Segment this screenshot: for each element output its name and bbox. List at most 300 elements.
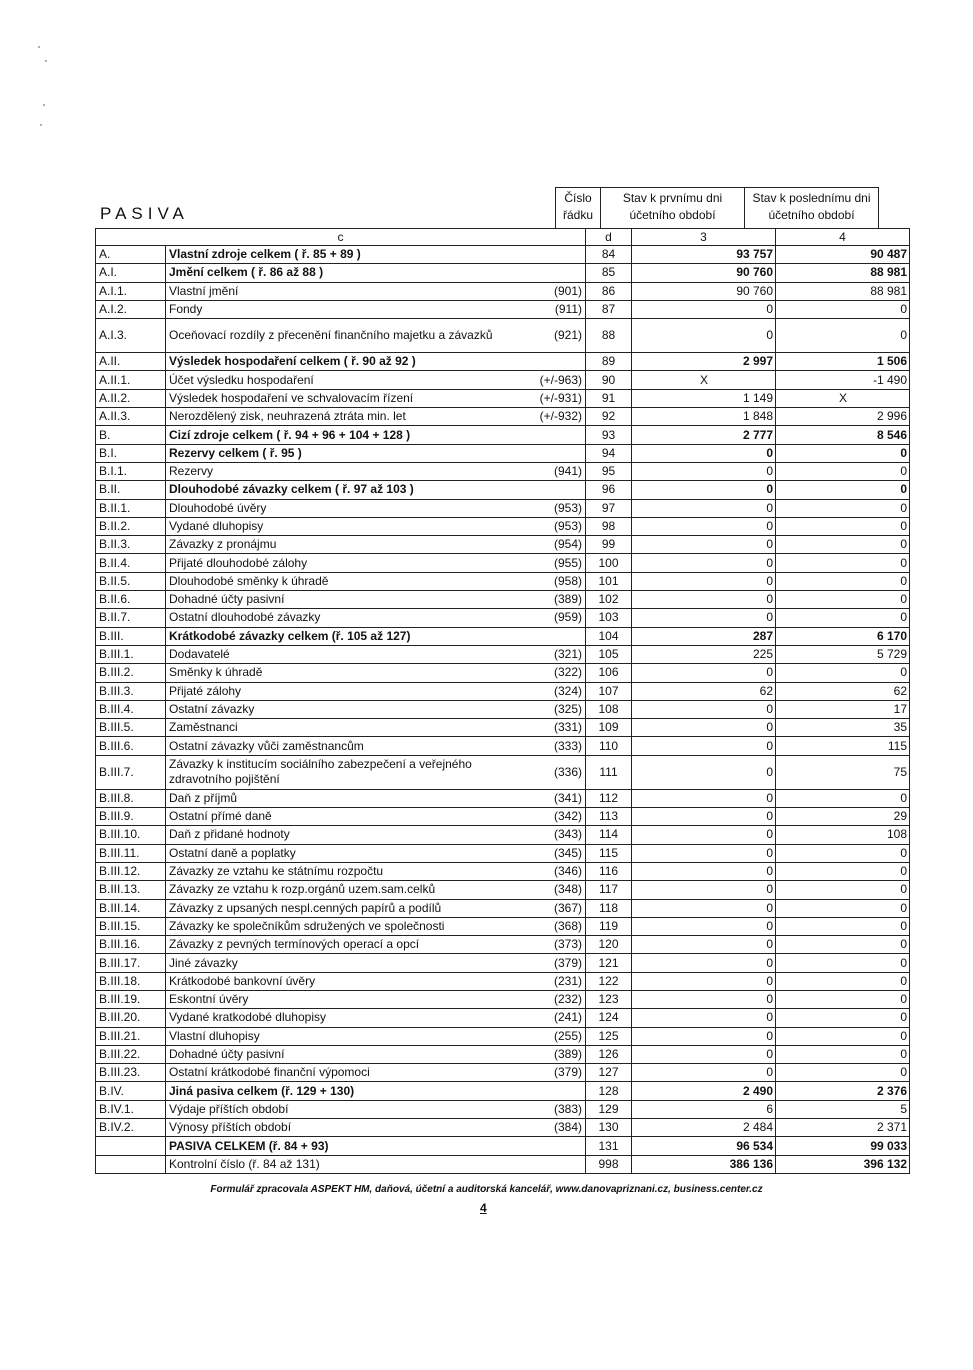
value-first-day: 0: [632, 700, 776, 718]
row-account-ref: [526, 481, 586, 499]
row-name: Závazky ze vztahu ke státnímu rozpočtu: [166, 862, 526, 880]
row-name: Závazky k institucím sociálního zabezpečení a veřejného zdravotního pojištění: [166, 755, 526, 789]
table-row: [96, 1045, 910, 1063]
table-row: [96, 700, 910, 718]
row-name: Jiné závazky: [166, 954, 526, 972]
value-last-day: 0: [776, 1045, 910, 1063]
row-code: B.II.5.: [96, 572, 166, 590]
scan-speck: [38, 46, 40, 48]
row-code: A.I.3.: [96, 319, 166, 353]
value-first-day: 0: [632, 554, 776, 572]
table-row: [96, 282, 910, 300]
value-last-day: 0: [776, 462, 910, 480]
value-first-day: 2 484: [632, 1119, 776, 1137]
row-code: B.III.3.: [96, 682, 166, 700]
row-code: B.III.9.: [96, 808, 166, 826]
row-code: B.III.1.: [96, 645, 166, 663]
value-first-day: 90 760: [632, 282, 776, 300]
table-row: [96, 737, 910, 755]
row-account-ref: (+/-932): [526, 408, 586, 426]
value-last-day: 0: [776, 917, 910, 935]
row-name: Krátkodobé bankovní úvěry: [166, 972, 526, 990]
row-number: 123: [586, 990, 632, 1008]
row-name: Dodavatelé: [166, 645, 526, 663]
row-account-ref: (921): [526, 319, 586, 353]
value-last-day: 115: [776, 737, 910, 755]
row-number: 118: [586, 899, 632, 917]
value-first-day: 287: [632, 627, 776, 645]
value-last-day: 88 981: [776, 264, 910, 282]
value-last-day: 17: [776, 700, 910, 718]
row-number: 129: [586, 1100, 632, 1118]
row-code: B.IV.1.: [96, 1100, 166, 1118]
row-account-ref: (+/-931): [526, 389, 586, 407]
row-code: A.II.2.: [96, 389, 166, 407]
value-first-day: 0: [632, 591, 776, 609]
value-last-day: 108: [776, 826, 910, 844]
row-account-ref: (345): [526, 844, 586, 862]
value-last-day: 0: [776, 936, 910, 954]
value-last-day: 0: [776, 444, 910, 462]
value-last-day: 0: [776, 899, 910, 917]
value-first-day: 1 848: [632, 408, 776, 426]
value-last-day: 0: [776, 881, 910, 899]
scan-speck: [43, 104, 45, 106]
row-number: 95: [586, 462, 632, 480]
row-number: 88: [586, 319, 632, 353]
row-name: Závazky ze vztahu k rozp.orgánů uzem.sam.celků: [166, 881, 526, 899]
value-last-day: 5: [776, 1100, 910, 1118]
table-row: [96, 881, 910, 899]
value-first-day: 0: [632, 444, 776, 462]
value-first-day: 0: [632, 517, 776, 535]
row-account-ref: (343): [526, 826, 586, 844]
row-number: 87: [586, 300, 632, 318]
value-last-day: 75: [776, 755, 910, 789]
value-first-day: 225: [632, 645, 776, 663]
value-first-day: 62: [632, 682, 776, 700]
table-row: [96, 408, 910, 426]
header-row-number: Číslo řádku: [555, 187, 601, 228]
row-number: 96: [586, 481, 632, 499]
value-first-day: 0: [632, 1009, 776, 1027]
row-name: Dlouhodobé směnky k úhradě: [166, 572, 526, 590]
row-code: B.III.4.: [96, 700, 166, 718]
row-account-ref: (959): [526, 609, 586, 627]
row-account-ref: (958): [526, 572, 586, 590]
value-first-day: 0: [632, 609, 776, 627]
row-number: 93: [586, 426, 632, 444]
row-number: 125: [586, 1027, 632, 1045]
value-first-day: 93 757: [632, 246, 776, 264]
value-first-day: 0: [632, 664, 776, 682]
row-code: [96, 1137, 166, 1155]
value-first-day: 0: [632, 954, 776, 972]
row-number: 105: [586, 645, 632, 663]
value-last-day: 62: [776, 682, 910, 700]
value-first-day: 0: [632, 719, 776, 737]
row-account-ref: [526, 264, 586, 282]
table-row: [96, 426, 910, 444]
row-code: A.II.3.: [96, 408, 166, 426]
row-name: Dohadné účty pasivní: [166, 591, 526, 609]
row-name: Eskontní úvěry: [166, 990, 526, 1008]
row-code: B.III.16.: [96, 936, 166, 954]
table-row: [96, 554, 910, 572]
row-account-ref: (241): [526, 1009, 586, 1027]
row-code: B.III.8.: [96, 789, 166, 807]
table-row: [96, 645, 910, 663]
row-code: B.III.20.: [96, 1009, 166, 1027]
row-number: 117: [586, 881, 632, 899]
value-last-day: 90 487: [776, 246, 910, 264]
value-last-day: X: [776, 389, 910, 407]
value-first-day: 96 534: [632, 1137, 776, 1155]
row-account-ref: (348): [526, 881, 586, 899]
row-name: Směnky k úhradě: [166, 664, 526, 682]
value-last-day: -1 490: [776, 371, 910, 389]
row-name: Rezervy: [166, 462, 526, 480]
row-code: B.II.2.: [96, 517, 166, 535]
row-number: 116: [586, 862, 632, 880]
value-last-day: 0: [776, 1064, 910, 1082]
row-number: 110: [586, 737, 632, 755]
row-account-ref: (368): [526, 917, 586, 935]
table-row: [96, 264, 910, 282]
table-row: [96, 844, 910, 862]
row-account-ref: (373): [526, 936, 586, 954]
row-code: B.I.1.: [96, 462, 166, 480]
value-first-day: 0: [632, 572, 776, 590]
value-first-day: 0: [632, 755, 776, 789]
value-first-day: 0: [632, 917, 776, 935]
row-code: B.II.7.: [96, 609, 166, 627]
column-letters-row: [96, 229, 910, 246]
row-code: B.III.15.: [96, 917, 166, 935]
row-account-ref: (231): [526, 972, 586, 990]
value-first-day: 0: [632, 881, 776, 899]
row-code: A.II.: [96, 353, 166, 371]
row-account-ref: (346): [526, 862, 586, 880]
value-first-day: 1 149: [632, 389, 776, 407]
row-name: Zaměstnanci: [166, 719, 526, 737]
row-code: B.IV.: [96, 1082, 166, 1100]
row-account-ref: (379): [526, 1064, 586, 1082]
value-last-day: 0: [776, 499, 910, 517]
value-first-day: 0: [632, 972, 776, 990]
scan-speck: [40, 124, 42, 126]
row-number: 126: [586, 1045, 632, 1063]
row-account-ref: (901): [526, 282, 586, 300]
table-row: [96, 536, 910, 554]
row-name: Ostatní závazky: [166, 700, 526, 718]
value-last-day: 6 170: [776, 627, 910, 645]
table-row: [96, 1082, 910, 1100]
table-row: [96, 682, 910, 700]
value-first-day: 0: [632, 936, 776, 954]
value-last-day: 35: [776, 719, 910, 737]
value-last-day: 1 506: [776, 353, 910, 371]
row-number: 94: [586, 444, 632, 462]
row-number: 106: [586, 664, 632, 682]
row-code: B.III.: [96, 627, 166, 645]
value-first-day: 0: [632, 808, 776, 826]
liabilities-table: [95, 228, 910, 1174]
row-code: B.III.7.: [96, 755, 166, 789]
row-name: Oceňovací rozdíly z přecenění finančního majetku a závazků: [166, 319, 526, 353]
row-account-ref: (325): [526, 700, 586, 718]
value-last-day: 0: [776, 990, 910, 1008]
table-row: [96, 319, 910, 353]
table-row: [96, 664, 910, 682]
row-code: B.III.21.: [96, 1027, 166, 1045]
value-last-day: 88 981: [776, 282, 910, 300]
row-name: Přijaté zálohy: [166, 682, 526, 700]
row-code: B.III.6.: [96, 737, 166, 755]
row-account-ref: [526, 353, 586, 371]
table-row: [96, 572, 910, 590]
column-letter-4: 4: [776, 229, 910, 246]
table-row: [96, 389, 910, 407]
table-row: [96, 591, 910, 609]
value-first-day: 0: [632, 789, 776, 807]
value-last-day: 0: [776, 319, 910, 353]
row-code: B.III.23.: [96, 1064, 166, 1082]
row-account-ref: (911): [526, 300, 586, 318]
value-last-day: 0: [776, 664, 910, 682]
row-number: 115: [586, 844, 632, 862]
value-last-day: 0: [776, 517, 910, 535]
column-letter-3: 3: [632, 229, 776, 246]
value-first-day: 0: [632, 300, 776, 318]
table-row: [96, 627, 910, 645]
page-number: 4: [480, 1201, 487, 1215]
value-last-day: 99 033: [776, 1137, 910, 1155]
row-name: Výsledek hospodaření celkem ( ř. 90 až 92 ): [166, 353, 526, 371]
row-account-ref: [526, 1082, 586, 1100]
value-last-day: 8 546: [776, 426, 910, 444]
row-name: Ostatní dlouhodobé závazky: [166, 609, 526, 627]
row-number: 92: [586, 408, 632, 426]
value-first-day: 6: [632, 1100, 776, 1118]
row-code: B.II.4.: [96, 554, 166, 572]
row-name: Vlastní zdroje celkem ( ř. 85 + 89 ): [166, 246, 526, 264]
row-name: Závazky z pronájmu: [166, 536, 526, 554]
value-first-day: 90 760: [632, 264, 776, 282]
value-first-day: 0: [632, 1045, 776, 1063]
table-row: [96, 954, 910, 972]
value-first-day: 2 997: [632, 353, 776, 371]
value-last-day: 0: [776, 844, 910, 862]
row-account-ref: [526, 627, 586, 645]
table-row: [96, 1009, 910, 1027]
row-code: A.II.1.: [96, 371, 166, 389]
row-number: 100: [586, 554, 632, 572]
row-code: A.I.1.: [96, 282, 166, 300]
row-number: 124: [586, 1009, 632, 1027]
table-row: [96, 1155, 910, 1173]
row-code: B.II.3.: [96, 536, 166, 554]
row-account-ref: (955): [526, 554, 586, 572]
row-account-ref: (384): [526, 1119, 586, 1137]
row-name: Dohadné účty pasivní: [166, 1045, 526, 1063]
form-footer: Formulář zpracovala ASPEKT HM, daňová, účetní a auditorská kancelář, www.danovapriznani.cz, business.center.cz: [210, 1184, 763, 1195]
row-name: Jiná pasiva celkem (ř. 129 + 130): [166, 1082, 526, 1100]
row-number: 121: [586, 954, 632, 972]
value-last-day: 0: [776, 536, 910, 554]
row-name: Výsledek hospodaření ve schvalovacím řízení: [166, 389, 526, 407]
row-number: 101: [586, 572, 632, 590]
row-account-ref: (336): [526, 755, 586, 789]
row-name: Ostatní závazky vůči zaměstnancům: [166, 737, 526, 755]
table-row: [96, 862, 910, 880]
value-first-day: 0: [632, 844, 776, 862]
row-number: 998: [586, 1155, 632, 1173]
row-number: 119: [586, 917, 632, 935]
value-first-day: 2 777: [632, 426, 776, 444]
value-last-day: 0: [776, 1027, 910, 1045]
value-last-day: 0: [776, 954, 910, 972]
row-name: Ostatní přímé daně: [166, 808, 526, 826]
table-row: [96, 444, 910, 462]
row-name: Cizí zdroje celkem ( ř. 94 + 96 + 104 + 128 ): [166, 426, 526, 444]
table-row: [96, 826, 910, 844]
row-account-ref: (331): [526, 719, 586, 737]
row-code: B.II.1.: [96, 499, 166, 517]
table-row: [96, 755, 910, 789]
row-account-ref: (333): [526, 737, 586, 755]
row-account-ref: (953): [526, 517, 586, 535]
row-name: PASIVA CELKEM (ř. 84 + 93): [166, 1137, 526, 1155]
value-last-day: 2 996: [776, 408, 910, 426]
table-row: [96, 1100, 910, 1118]
row-account-ref: (953): [526, 499, 586, 517]
table-row: [96, 917, 910, 935]
row-name: Výnosy příštích období: [166, 1119, 526, 1137]
row-code: B.III.14.: [96, 899, 166, 917]
row-code: B.: [96, 426, 166, 444]
row-account-ref: [526, 444, 586, 462]
row-account-ref: (383): [526, 1100, 586, 1118]
row-name: Závazky z upsaných nespl.cenných papírů a podílů: [166, 899, 526, 917]
row-name: Krátkodobé závazky celkem (ř. 105 až 127): [166, 627, 526, 645]
row-number: 90: [586, 371, 632, 389]
row-code: B.III.12.: [96, 862, 166, 880]
row-account-ref: (389): [526, 1045, 586, 1063]
value-last-day: 0: [776, 300, 910, 318]
row-number: 120: [586, 936, 632, 954]
value-last-day: 396 132: [776, 1155, 910, 1173]
row-account-ref: (341): [526, 789, 586, 807]
row-code: [96, 1155, 166, 1173]
value-first-day: 0: [632, 1064, 776, 1082]
row-account-ref: (367): [526, 899, 586, 917]
row-number: 107: [586, 682, 632, 700]
row-code: B.II.6.: [96, 591, 166, 609]
value-last-day: 29: [776, 808, 910, 826]
row-account-ref: (941): [526, 462, 586, 480]
row-name: Dlouhodobé závazky celkem ( ř. 97 až 103 ): [166, 481, 526, 499]
row-number: 91: [586, 389, 632, 407]
row-name: Daň z přidané hodnoty: [166, 826, 526, 844]
value-first-day: 0: [632, 481, 776, 499]
table-row: [96, 1064, 910, 1082]
row-name: Ostatní daně a poplatky: [166, 844, 526, 862]
row-name: Ostatní krátkodobé finanční výpomoci: [166, 1064, 526, 1082]
page-title: PASIVA: [100, 204, 189, 223]
row-account-ref: [526, 1137, 586, 1155]
table-row: [96, 1137, 910, 1155]
row-name: Vydané dluhopisy: [166, 517, 526, 535]
row-number: 128: [586, 1082, 632, 1100]
table-row: [96, 481, 910, 499]
row-account-ref: (379): [526, 954, 586, 972]
value-last-day: 0: [776, 609, 910, 627]
row-number: 122: [586, 972, 632, 990]
value-last-day: 0: [776, 481, 910, 499]
value-last-day: 0: [776, 591, 910, 609]
value-first-day: 0: [632, 1027, 776, 1045]
value-last-day: 2 376: [776, 1082, 910, 1100]
row-account-ref: [526, 426, 586, 444]
row-code: A.: [96, 246, 166, 264]
table-row: [96, 1027, 910, 1045]
row-number: 103: [586, 609, 632, 627]
table-row: [96, 609, 910, 627]
value-first-day: 0: [632, 536, 776, 554]
table-row: [96, 972, 910, 990]
header-last-day: Stav k poslednímu dni účetního období: [744, 187, 879, 228]
value-last-day: 0: [776, 1009, 910, 1027]
value-last-day: 0: [776, 554, 910, 572]
table-row: [96, 499, 910, 517]
table-row: [96, 246, 910, 264]
row-account-ref: (322): [526, 664, 586, 682]
row-account-ref: (954): [526, 536, 586, 554]
row-name: Fondy: [166, 300, 526, 318]
table-row: [96, 1119, 910, 1137]
row-account-ref: [526, 246, 586, 264]
row-code: B.III.13.: [96, 881, 166, 899]
row-account-ref: (+/-963): [526, 371, 586, 389]
row-account-ref: (255): [526, 1027, 586, 1045]
row-name: Přijaté dlouhodobé zálohy: [166, 554, 526, 572]
table-row: [96, 300, 910, 318]
row-name: Výdaje příštích období: [166, 1100, 526, 1118]
row-number: 108: [586, 700, 632, 718]
table-row: [96, 808, 910, 826]
row-code: B.III.11.: [96, 844, 166, 862]
row-number: 86: [586, 282, 632, 300]
row-name: Kontrolní číslo (ř. 84 až 131): [166, 1155, 526, 1173]
row-number: 104: [586, 627, 632, 645]
row-name: Daň z příjmů: [166, 789, 526, 807]
row-name: Rezervy celkem ( ř. 95 ): [166, 444, 526, 462]
row-code: B.II.: [96, 481, 166, 499]
value-first-day: 0: [632, 862, 776, 880]
value-last-day: 0: [776, 862, 910, 880]
row-number: 109: [586, 719, 632, 737]
row-number: 98: [586, 517, 632, 535]
scan-speck: [45, 60, 47, 62]
row-number: 112: [586, 789, 632, 807]
row-code: B.III.19.: [96, 990, 166, 1008]
table-row: [96, 353, 910, 371]
row-name: Účet výsledku hospodaření: [166, 371, 526, 389]
row-number: 89: [586, 353, 632, 371]
table-row: [96, 719, 910, 737]
row-code: A.I.2.: [96, 300, 166, 318]
